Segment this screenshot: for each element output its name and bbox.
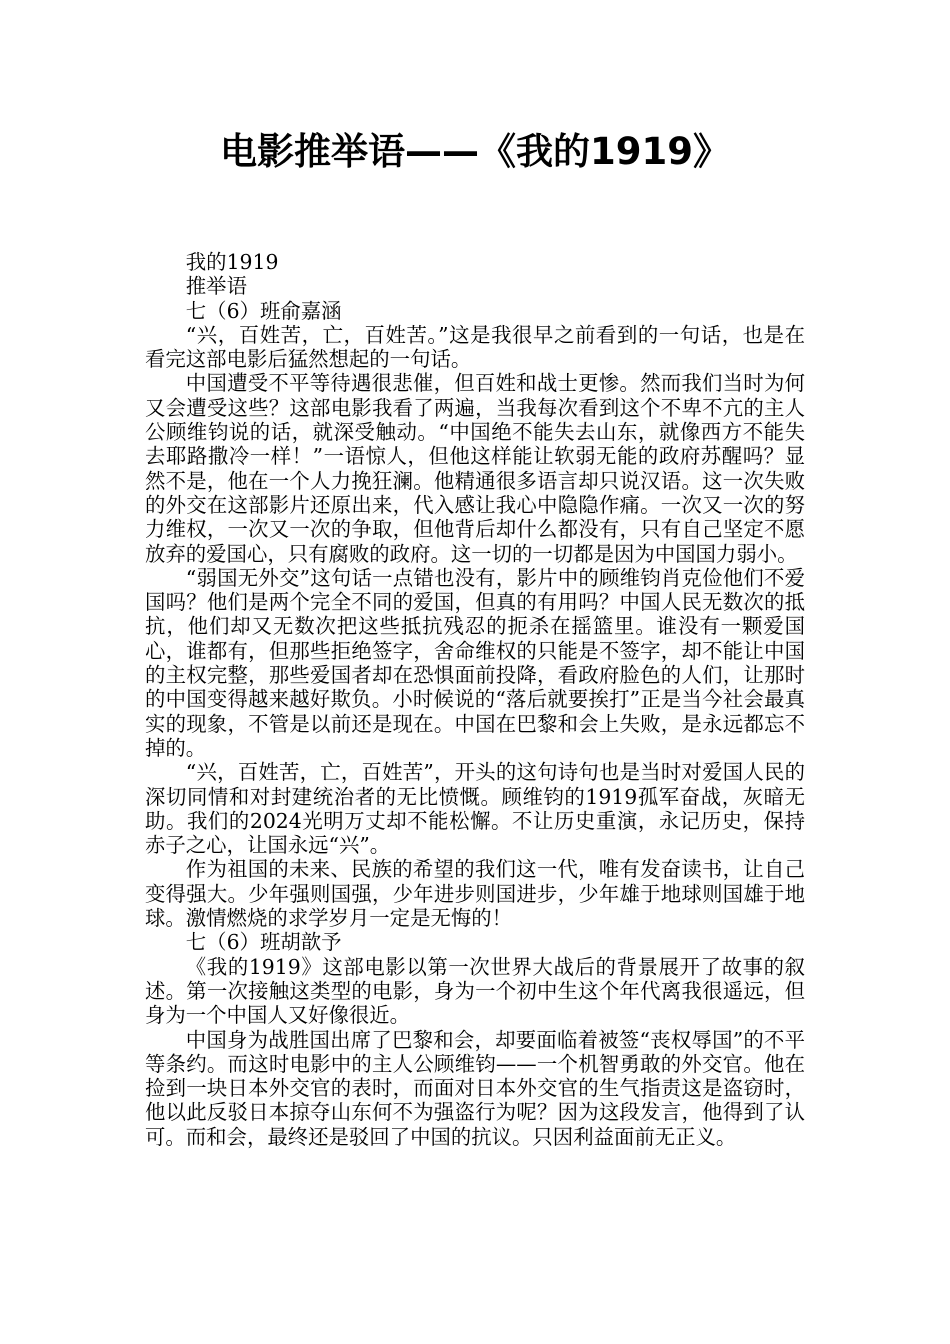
paragraph: 中国遭受不平等待遇很悲催，但百姓和战士更惨。然而我们当时为何又会遭受这些？这部电影我看了两遍，当我每次看到这个不卑不亢的主人公顾维钧说的话，就深受触动。“中国绝不能失去山东，就像西方不能失去耶路撒冷一样！”一语惊人，但他这样能让软弱无能的政府苏醒吗？显然不是，他在一个人力挽狂澜。他精通很多语言却只说汉语。这一次失败的外交在这部影片还原出来，代入感让我心中隐隐作痛。一次又一次的努力维权，一次又一次的争取，但他背后却什么都没有，只有自己坚定不愿放弃的爱国心，只有腐败的政府。这一切的一切都是因为中国国力弱小。	[145, 371, 805, 566]
document-body	[145, 250, 805, 1149]
author-line-1: 七（6）班俞嘉涵	[185, 298, 342, 323]
subtitle-line: 推举语	[185, 274, 247, 299]
paragraph: 中国身为战胜国出席了巴黎和会，却要面临着被签“丧权辱国”的不平等条约。而这时电影中的主人公顾维钧——一个机智勇敢的外交官。他在捡到一块日本外交官的表时，而面对日本外交官的生气指责这是盗窃时，他以此反驳日本掠夺山东何不为强盗行为呢？因为这段发言，他得到了认可。而和会，最终还是驳回了中国的抗议。只因利益面前无正义。	[145, 1027, 805, 1149]
paragraph: “弱国无外交”这句话一点错也没有，影片中的顾维钧肖克俭他们不爱国吗？他们是两个完全不同的爱国，但真的有用吗？中国人民无数次的抵抗，他们却又无数次把这些抵抗残忍的扼杀在摇篮里。谁没有一颗爱国心，谁都有，但那些拒绝签字，舍命维权的只能是不签字，却不能让中国的主权完整，那些爱国者却在恐惧面前投降，看政府脸色的人们，让那时的中国变得越来越好欺负。小时候说的“落后就要挨打”正是当今社会最真实的现象，不管是以前还是现在。中国在巴黎和会上失败，是永远都忘不掉的。	[145, 565, 805, 760]
paragraph: 作为祖国的未来、民族的希望的我们这一代，唯有发奋读书，让自己变得强大。少年强则国强，少年进步则国进步，少年雄于地球则国雄于地球。激情燃烧的求学岁月一定是无悔的！	[145, 857, 805, 931]
film-name-line: 我的1919	[185, 250, 279, 274]
paragraph: “兴，百姓苦，亡，百姓苦。”这是我很早之前看到的一句话，也是在看完这部电影后猛然想起的一句话。	[145, 322, 805, 372]
paragraph: 《我的1919》这部电影以第一次世界大战后的背景展开了故事的叙述。第一次接触这类型的电影，身为一个初中生这个年代离我很遥远，但身为一个中国人又好像很近。	[145, 954, 805, 1028]
author-line-2: 七（6）班胡歆予	[185, 930, 342, 955]
paragraph: “兴，百姓苦，亡，百姓苦”，开头的这句诗句也是当时对爱国人民的深切同情和对封建统治者的无比愤慨。顾维钧的1919孤军奋战，灰暗无助。我们的2024光明万丈却不能松懈。不让历史重演，永记历史，保持赤子之心，让国永远“兴”。	[145, 760, 805, 858]
document-title: 电影推举语——《我的1919》	[220, 130, 730, 173]
